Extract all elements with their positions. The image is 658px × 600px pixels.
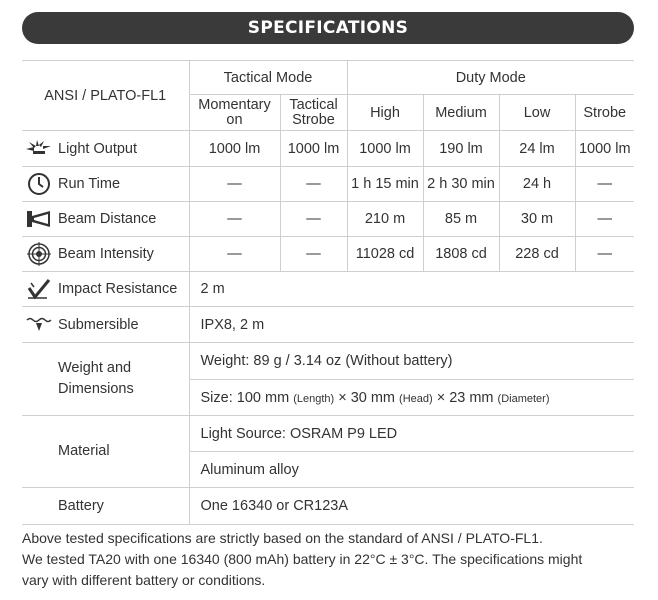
clock-icon [22,170,56,198]
submersible-label-cell [22,307,189,343]
material-label-cell [22,416,189,488]
submersible-label: Submersible [58,316,139,333]
table-row [22,237,634,272]
banner-title: SPECIFICATIONS [247,18,409,38]
size-mid-2: × 23 mm [436,389,494,406]
beam-intensity-high: 11028 cd [347,237,423,272]
table-row [22,488,634,525]
medium-header: Medium [423,95,499,131]
table-header-row-1 [22,61,634,95]
size-mid-1: × 30 mm [338,389,396,406]
run-time-label-cell [22,167,189,202]
run-time-low: 24 h [499,167,575,202]
footer-line-1: Above tested specifications are strictly based on the standard of ANSI / PLATO-FL1. [22,530,543,546]
beam-distance-strobe: — [575,202,634,237]
standard-label: ANSI / PLATO-FL1 [44,87,167,104]
tactical-mode-header: Tactical Mode [189,61,347,95]
beam-intensity-medium: 1808 cd [423,237,499,272]
weight-dimensions-label-cell [22,343,189,416]
footer-line-2: We tested TA20 with one 16340 (800 mAh) battery in 22°C ± 3°C. The specifications might [22,551,583,567]
weight-dimensions-label: Weight and Dimensions [58,360,134,397]
light-output-label: Light Output [58,140,137,157]
light-output-tactical-strobe: 1000 lm [280,131,347,167]
beam-distance-label-cell [22,202,189,237]
impact-resistance-label: Impact Resistance [58,281,178,297]
beam-distance-high: 210 m [347,202,423,237]
beam-intensity-tactical-strobe: — [280,237,347,272]
beam-distance-medium: 85 m [423,202,499,237]
size-value [189,380,634,416]
beam-distance-icon [22,205,56,233]
table-row [22,416,634,452]
specifications-table [22,60,634,525]
beam-intensity-low: 228 cd [499,237,575,272]
beam-distance-tactical-strobe: — [280,202,347,237]
run-time-tactical-strobe: — [280,167,347,202]
light-output-label-cell [22,131,189,167]
light-output-strobe: 1000 lm [575,131,634,167]
beam-distance-momentary: — [189,202,280,237]
table-row [22,202,634,237]
run-time-medium: 2 h 30 min [423,167,499,202]
momentary-on-header: Momentary on [189,95,280,131]
run-time-momentary: — [189,167,280,202]
size-length-note: (Length) [293,392,335,405]
duty-mode-header: Duty Mode [347,61,634,95]
run-time-label: Run Time [58,176,121,192]
material-label: Material [58,443,110,459]
body-material-value: Aluminum alloy [189,452,634,488]
table-row [22,167,634,202]
light-output-high: 1000 lm [347,131,423,167]
light-output-momentary: 1000 lm [189,131,280,167]
submersible-value: IPX8, 2 m [189,307,634,343]
light-output-medium: 190 lm [423,131,499,167]
run-time-strobe: — [575,167,634,202]
impact-icon [22,275,56,303]
beam-intensity-label-cell [22,237,189,272]
battery-label-cell [22,488,189,525]
light-output-low: 24 lm [499,131,575,167]
battery-value: One 16340 or CR123A [189,488,634,525]
tactical-strobe-header: Tactical Strobe [280,95,347,131]
table-row [22,307,634,343]
beam-intensity-strobe: — [575,237,634,272]
table-row [22,131,634,167]
size-head-note: (Head) [399,392,433,405]
high-header: High [347,95,423,131]
table-row [22,272,634,307]
size-diameter-note: (Diameter) [497,392,550,405]
beam-distance-label: Beam Distance [58,211,157,227]
beam-intensity-momentary: — [189,237,280,272]
specifications-banner [22,12,634,44]
beam-intensity-label: Beam Intensity [58,246,154,262]
beam-distance-low: 30 m [499,202,575,237]
standard-cell [22,61,189,131]
footer-line-3: vary with different battery or conditions. [22,572,266,588]
footer-notes [22,528,642,591]
target-icon [22,240,56,268]
light-output-icon [22,135,56,163]
size-prefix: Size: 100 mm [200,389,290,406]
weight-value: Weight: 89 g / 3.14 oz (Without battery) [189,343,634,380]
impact-resistance-label-cell [22,272,189,307]
low-header: Low [499,95,575,131]
light-source-value: Light Source: OSRAM P9 LED [189,416,634,452]
impact-resistance-value: 2 m [189,272,634,307]
strobe-header: Strobe [575,95,634,131]
run-time-high: 1 h 15 min [347,167,423,202]
water-icon [22,311,56,339]
table-row [22,343,634,380]
battery-label: Battery [58,497,104,514]
